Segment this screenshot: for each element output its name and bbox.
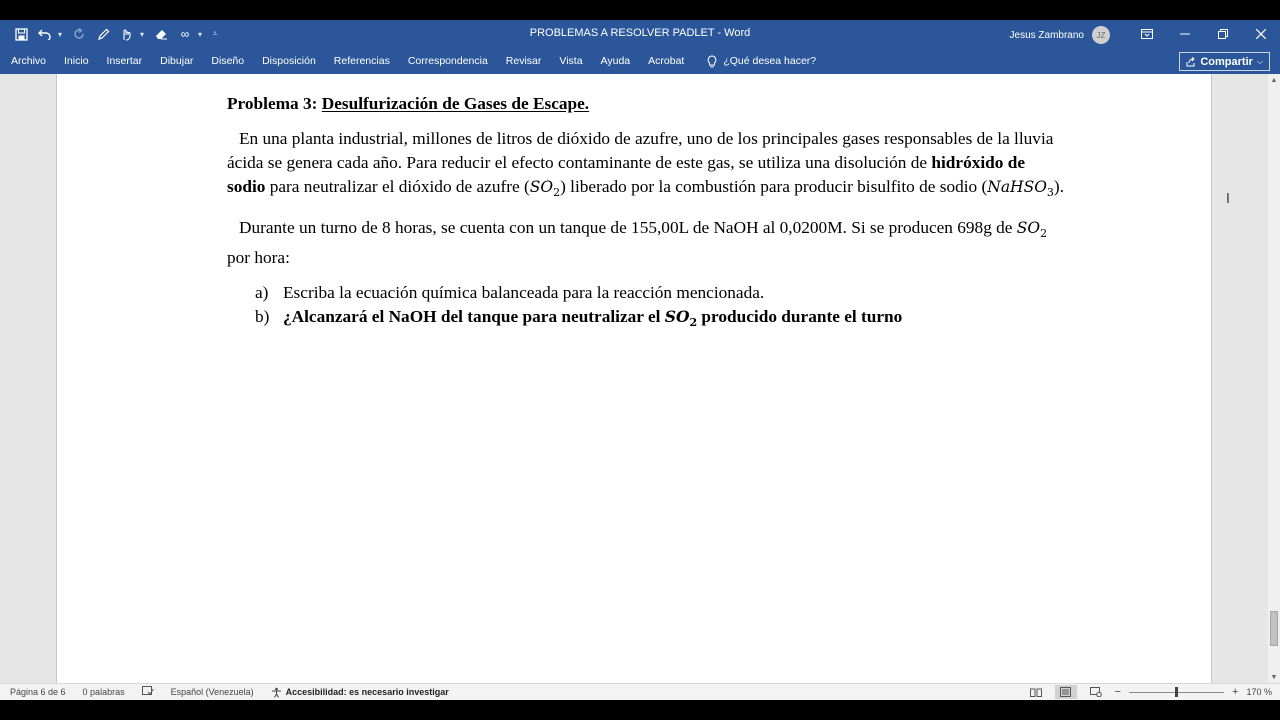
zoom-in-icon[interactable]: + <box>1232 686 1239 698</box>
user-name: Jesus Zambrano <box>1009 29 1084 41</box>
tab-acrobat[interactable]: Acrobat <box>648 55 685 67</box>
heading-misspelled-word[interactable]: Desulfurización <box>321 94 438 113</box>
tab-ayuda[interactable]: Ayuda <box>600 55 631 67</box>
scroll-down-icon[interactable]: ▼ <box>1270 673 1278 681</box>
web-layout-icon[interactable] <box>1085 685 1107 699</box>
word-window <box>0 20 1280 700</box>
quick-access-toolbar <box>10 20 222 48</box>
formula-so2: $SO_2$ <box>1016 219 1048 241</box>
close-icon[interactable] <box>1242 20 1280 48</box>
screen-border <box>0 700 1280 720</box>
accessibility-label: Accesibilidad: es necesario investigar <box>285 687 449 697</box>
minimize-icon[interactable] <box>1166 20 1204 48</box>
scroll-thumb[interactable] <box>1270 611 1278 646</box>
word-count[interactable]: 0 palabras <box>82 687 125 697</box>
accessibility-icon <box>271 687 282 698</box>
tab-list <box>0 48 816 74</box>
status-left <box>10 686 449 698</box>
list-item-text: producido durante el turno <box>697 307 903 327</box>
tab-disposicion[interactable]: Disposición <box>262 55 316 67</box>
formula-so2: $SO_2$ <box>664 307 698 330</box>
document-page[interactable] <box>56 74 1212 683</box>
tab-dibujar[interactable]: Dibujar <box>160 55 194 67</box>
paragraph-data <box>227 216 1067 270</box>
list-marker: b) <box>255 307 270 327</box>
document-area <box>0 74 1268 683</box>
tell-me-search[interactable] <box>693 55 816 68</box>
ribbon-tabs <box>0 48 1280 74</box>
document-title: PROBLEMAS A RESOLVER PADLET - Word <box>529 27 751 39</box>
list-item-text: Escriba la ecuación química balanceada para la reacción mencionada. <box>283 283 765 303</box>
list-item <box>227 305 1067 335</box>
user-account[interactable] <box>1010 26 1110 44</box>
vertical-scrollbar[interactable] <box>1268 74 1280 683</box>
zoom-out-icon[interactable]: − <box>1114 686 1122 698</box>
tab-correspondencia[interactable]: Correspondencia <box>407 55 488 67</box>
print-layout-icon[interactable] <box>1055 685 1077 699</box>
title-bar <box>0 20 1280 48</box>
chevron-down-icon[interactable]: ▾ <box>58 29 63 39</box>
paragraph-text: ) liberado por la combustión para producir bisulfito de sodio ( <box>560 177 988 196</box>
list-marker: a) <box>255 283 269 303</box>
paragraph-text: En una planta industrial, millones de litros de dióxido de azufre, uno de los principales gases responsables de la lluvia ácida se genera cada año. Para reducir el efecto contaminante de este gas, se utiliza una disolución de <box>227 129 1054 172</box>
zoom-level[interactable]: 170 % <box>1246 687 1272 697</box>
paragraph-intro <box>227 127 1067 205</box>
bold-text: hidróxido de sodio <box>227 153 1026 196</box>
page-count[interactable]: Página 6 de 6 <box>10 687 66 697</box>
zoom-slider[interactable] <box>1129 686 1224 698</box>
list-item <box>227 281 1067 305</box>
ink-to-shape-icon[interactable]: ∞ <box>180 27 190 41</box>
tab-vista[interactable]: Vista <box>559 55 583 67</box>
scroll-up-icon[interactable]: ▲ <box>1270 76 1278 84</box>
tab-archivo[interactable]: Archivo <box>11 55 47 67</box>
document-content[interactable] <box>227 92 1067 335</box>
read-mode-icon[interactable] <box>1025 685 1047 699</box>
share-label: Compartir <box>1200 55 1253 68</box>
list-item-text: ¿Alcanzará el NaOH del tanque para neutralizar el <box>283 307 665 327</box>
touch-mode-icon[interactable] <box>116 22 138 46</box>
formula-nahso3: NaHSO$_3$ <box>987 178 1054 200</box>
paragraph-text: ). <box>1053 177 1064 196</box>
problem-heading <box>227 92 1067 116</box>
tab-revisar[interactable]: Revisar <box>505 55 542 67</box>
chevron-down-icon: ⌵ <box>1256 56 1263 66</box>
tab-diseno[interactable]: Diseño <box>211 55 245 67</box>
chevron-down-icon[interactable]: ▾ <box>198 29 203 39</box>
share-icon <box>1186 57 1196 67</box>
window-controls <box>1128 20 1280 48</box>
paragraph-text: Durante un turno de 8 horas, se cuenta con un tanque de 155,00L de NaOH al 0,0200M. Si se producen 698g de <box>239 218 1017 238</box>
formula-so2: $SO_2$ <box>529 178 561 200</box>
status-bar <box>0 683 1280 701</box>
save-icon[interactable] <box>10 22 32 46</box>
undo-icon[interactable] <box>34 22 56 46</box>
language-status[interactable]: Español (Venezuela) <box>170 687 254 697</box>
tab-inicio[interactable]: Inicio <box>64 55 89 67</box>
proofing-icon[interactable] <box>142 686 154 698</box>
ribbon-display-options-icon[interactable] <box>1128 20 1166 48</box>
tab-insertar[interactable]: Insertar <box>106 55 143 67</box>
chevron-down-icon[interactable]: ▾ <box>140 29 145 39</box>
avatar[interactable]: JZ <box>1092 26 1110 44</box>
lightbulb-icon <box>707 55 717 68</box>
accessibility-status[interactable] <box>271 687 449 698</box>
zoom-thumb[interactable] <box>1175 687 1178 697</box>
tab-referencias[interactable]: Referencias <box>333 55 390 67</box>
restore-icon[interactable] <box>1204 20 1242 48</box>
eraser-icon[interactable] <box>150 22 172 46</box>
tell-me-label: ¿Qué desea hacer? <box>723 55 817 67</box>
share-button[interactable] <box>1179 52 1270 71</box>
status-right <box>1025 685 1272 699</box>
heading-prefix: Problema 3: <box>227 94 322 113</box>
question-list <box>227 281 1067 335</box>
text-cursor-icon: I <box>1226 192 1230 207</box>
pen-icon[interactable] <box>92 22 114 46</box>
heading-suffix: de Gases de Escape. <box>437 94 590 113</box>
paragraph-text: para neutralizar el dióxido de azufre ( <box>265 177 530 196</box>
redo-icon[interactable] <box>68 22 90 46</box>
customize-toolbar-icon[interactable]: ⩡ <box>212 29 218 38</box>
paragraph-text: por hora: <box>227 248 290 268</box>
